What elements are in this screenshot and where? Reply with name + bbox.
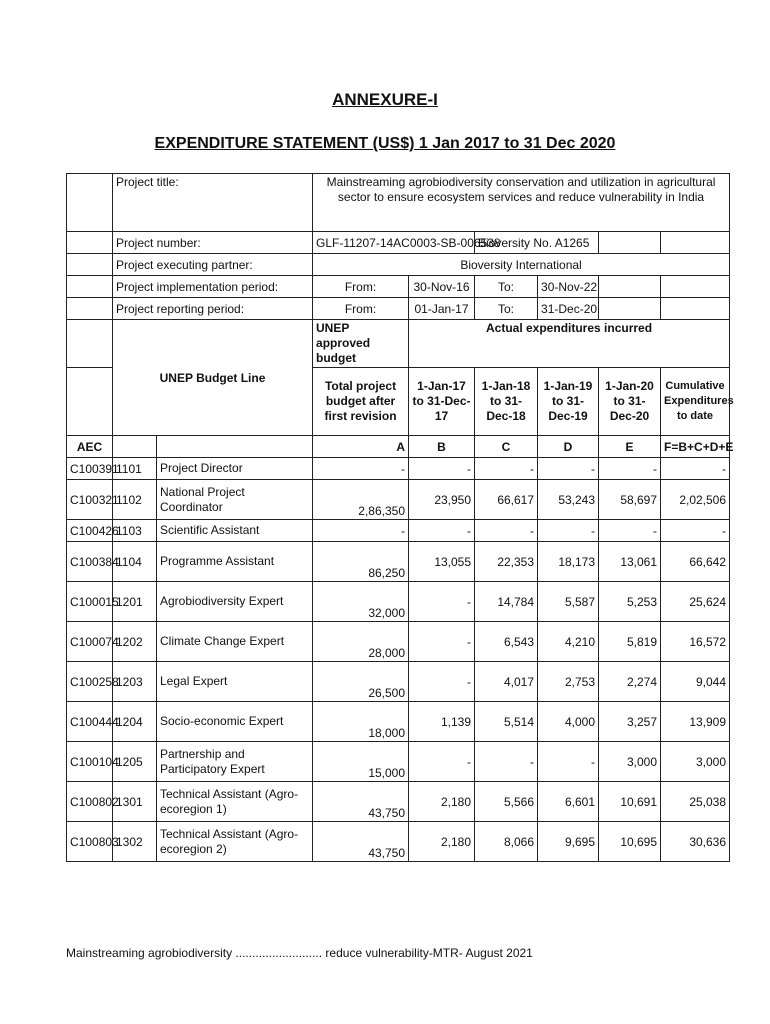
year-2018-cell: 6,543: [475, 622, 538, 662]
total-budget-cell: -: [313, 458, 409, 480]
budget-line-cell: 1104: [113, 542, 157, 582]
total-budget-header: Total project budget after first revision: [313, 368, 409, 436]
table-row: [67, 782, 730, 822]
cumulative-cell: -: [661, 520, 730, 542]
aec-cell: C100444: [67, 702, 113, 742]
year-2020-cell: 10,691: [599, 782, 661, 822]
table-row: [67, 480, 730, 520]
col-c-header: C: [475, 436, 538, 458]
year-2017-cell: -: [409, 742, 475, 782]
year-2018-cell: 5,566: [475, 782, 538, 822]
table-row: [67, 822, 730, 862]
year-2017-cell: 2,180: [409, 822, 475, 862]
year-2019-cell: 53,243: [538, 480, 599, 520]
year-2020-cell: 2,274: [599, 662, 661, 702]
bioversity-number: Bioversity No. A1265: [475, 232, 599, 254]
cumulative-cell: 9,044: [661, 662, 730, 702]
col-a-header: A: [313, 436, 409, 458]
year-2020-cell: -: [599, 458, 661, 480]
project-number-value: GLF-11207-14AC0003-SB-006538: [313, 232, 475, 254]
expenditure-table: [66, 173, 734, 862]
impl-to-value: 30-Nov-22: [538, 276, 599, 298]
description-cell: Partnership and Participatory Expert: [157, 742, 313, 782]
aec-cell: C100803: [67, 822, 113, 862]
year-2020-cell: 3,257: [599, 702, 661, 742]
budget-line-cell: 1302: [113, 822, 157, 862]
year-2019-header: 1-Jan-19 to 31-Dec-19: [538, 368, 599, 436]
aec-cell: C100321: [67, 480, 113, 520]
info-row-number: [67, 232, 730, 254]
actual-expenditures-header: Actual expenditures incurred: [409, 320, 730, 368]
year-2018-cell: -: [475, 458, 538, 480]
total-budget-cell: -: [313, 520, 409, 542]
aec-cell: C100391: [67, 458, 113, 480]
table-row: [67, 458, 730, 480]
year-2017-cell: -: [409, 582, 475, 622]
total-budget-cell: 18,000: [313, 702, 409, 742]
description-cell: Agrobiodiversity Expert: [157, 582, 313, 622]
cumulative-cell: 30,636: [661, 822, 730, 862]
project-title-label: Project title:: [113, 174, 313, 232]
year-2018-cell: -: [475, 520, 538, 542]
year-2019-cell: -: [538, 742, 599, 782]
budget-line-cell: 1101: [113, 458, 157, 480]
budget-line-cell: 1103: [113, 520, 157, 542]
year-2017-header: 1-Jan-17 to 31-Dec-17: [409, 368, 475, 436]
aec-cell: C100104: [67, 742, 113, 782]
header-row-letters: [67, 436, 730, 458]
table-row: [67, 542, 730, 582]
total-budget-cell: 32,000: [313, 582, 409, 622]
project-number-label: Project number:: [113, 232, 313, 254]
aec-cell: C100384: [67, 542, 113, 582]
reporting-period-label: Project reporting period:: [113, 298, 313, 320]
year-2019-cell: -: [538, 458, 599, 480]
year-2019-cell: 18,173: [538, 542, 599, 582]
year-2018-cell: 14,784: [475, 582, 538, 622]
year-2017-cell: 23,950: [409, 480, 475, 520]
year-2019-cell: 4,210: [538, 622, 599, 662]
cumulative-header: Cumulative Expenditures to date: [661, 368, 730, 436]
description-cell: Climate Change Expert: [157, 622, 313, 662]
impl-to-label: To:: [475, 276, 538, 298]
header-row-group: [67, 320, 730, 368]
executing-partner-label: Project executing partner:: [113, 254, 313, 276]
cumulative-cell: 25,624: [661, 582, 730, 622]
description-cell: Legal Expert: [157, 662, 313, 702]
statement-title: EXPENDITURE STATEMENT (US$) 1 Jan 2017 to 31 Dec 2020: [154, 135, 616, 152]
year-2019-cell: 6,601: [538, 782, 599, 822]
year-2020-header: 1-Jan-20 to 31-Dec-20: [599, 368, 661, 436]
year-2018-cell: 22,353: [475, 542, 538, 582]
aec-cell: C100074: [67, 622, 113, 662]
impl-from-value: 30-Nov-16: [409, 276, 475, 298]
total-budget-cell: 43,750: [313, 782, 409, 822]
approved-budget-header: UNEP approved budget: [313, 320, 409, 368]
budget-rows: [67, 458, 730, 862]
executing-partner-value: Bioversity International: [313, 254, 730, 276]
aec-cell: C100258: [67, 662, 113, 702]
col-b-header: B: [409, 436, 475, 458]
year-2017-cell: -: [409, 458, 475, 480]
year-2019-cell: -: [538, 520, 599, 542]
year-2018-cell: -: [475, 742, 538, 782]
cumulative-cell: 2,02,506: [661, 480, 730, 520]
aec-cell: C100426: [67, 520, 113, 542]
description-cell: Programme Assistant: [157, 542, 313, 582]
budget-line-cell: 1203: [113, 662, 157, 702]
info-row-reporting: [67, 298, 730, 320]
total-budget-cell: 15,000: [313, 742, 409, 782]
cumulative-cell: 3,000: [661, 742, 730, 782]
total-budget-cell: 26,500: [313, 662, 409, 702]
year-2019-cell: 5,587: [538, 582, 599, 622]
cumulative-cell: 13,909: [661, 702, 730, 742]
implementation-period-label: Project implementation period:: [113, 276, 313, 298]
year-2018-cell: 8,066: [475, 822, 538, 862]
budget-line-cell: 1204: [113, 702, 157, 742]
year-2019-cell: 2,753: [538, 662, 599, 702]
info-row-implementation: [67, 276, 730, 298]
aec-cell: C100015: [67, 582, 113, 622]
budget-line-cell: 1102: [113, 480, 157, 520]
impl-from-label: From:: [313, 276, 409, 298]
year-2020-cell: 3,000: [599, 742, 661, 782]
annexure-title: ANNEXURE-I: [332, 90, 438, 109]
info-row-title: [67, 174, 730, 232]
year-2020-cell: -: [599, 520, 661, 542]
budget-line-cell: 1201: [113, 582, 157, 622]
total-budget-cell: 86,250: [313, 542, 409, 582]
total-budget-cell: 43,750: [313, 822, 409, 862]
table-row: [67, 582, 730, 622]
budget-line-cell: 1202: [113, 622, 157, 662]
table-row: [67, 520, 730, 542]
description-cell: Socio-economic Expert: [157, 702, 313, 742]
report-from-label: From:: [313, 298, 409, 320]
cumulative-cell: 16,572: [661, 622, 730, 662]
description-cell: Technical Assistant (Agro-ecoregion 1): [157, 782, 313, 822]
year-2018-cell: 4,017: [475, 662, 538, 702]
cumulative-cell: 25,038: [661, 782, 730, 822]
year-2020-cell: 10,695: [599, 822, 661, 862]
year-2017-cell: 1,139: [409, 702, 475, 742]
col-d-header: D: [538, 436, 599, 458]
budget-line-cell: 1301: [113, 782, 157, 822]
year-2017-cell: 2,180: [409, 782, 475, 822]
description-cell: National Project Coordinator: [157, 480, 313, 520]
total-budget-cell: 28,000: [313, 622, 409, 662]
description-cell: Technical Assistant (Agro-ecoregion 2): [157, 822, 313, 862]
project-title-value: Mainstreaming agrobiodiversity conservation and utilization in agricultural sector to ensure ecosystem services and reduce vulnerability in India: [313, 174, 730, 232]
budget-line-header: UNEP Budget Line: [113, 320, 313, 436]
year-2020-cell: 5,819: [599, 622, 661, 662]
year-2020-cell: 5,253: [599, 582, 661, 622]
report-to-value: 31-Dec-20: [538, 298, 599, 320]
year-2017-cell: -: [409, 520, 475, 542]
total-budget-cell: 2,86,350: [313, 480, 409, 520]
table-row: [67, 742, 730, 782]
table-row: [67, 662, 730, 702]
table-row: [67, 702, 730, 742]
year-2017-cell: -: [409, 622, 475, 662]
year-2017-cell: -: [409, 662, 475, 702]
cumulative-cell: 66,642: [661, 542, 730, 582]
budget-line-cell: 1205: [113, 742, 157, 782]
report-to-label: To:: [475, 298, 538, 320]
year-2020-cell: 58,697: [599, 480, 661, 520]
description-cell: Project Director: [157, 458, 313, 480]
info-row-partner: [67, 254, 730, 276]
year-2017-cell: 13,055: [409, 542, 475, 582]
year-2020-cell: 13,061: [599, 542, 661, 582]
year-2018-header: 1-Jan-18 to 31-Dec-18: [475, 368, 538, 436]
aec-cell: C100802: [67, 782, 113, 822]
year-2018-cell: 5,514: [475, 702, 538, 742]
page-footer: Mainstreaming agrobiodiversity .......................... reduce vulnerability-MTR- August 2021: [66, 946, 533, 960]
table-row: [67, 622, 730, 662]
year-2019-cell: 9,695: [538, 822, 599, 862]
aec-header: AEC: [67, 436, 113, 458]
report-from-value: 01-Jan-17: [409, 298, 475, 320]
year-2019-cell: 4,000: [538, 702, 599, 742]
year-2018-cell: 66,617: [475, 480, 538, 520]
cumulative-cell: -: [661, 458, 730, 480]
description-cell: Scientific Assistant: [157, 520, 313, 542]
col-f-header: F=B+C+D+E: [661, 436, 730, 458]
col-e-header: E: [599, 436, 661, 458]
